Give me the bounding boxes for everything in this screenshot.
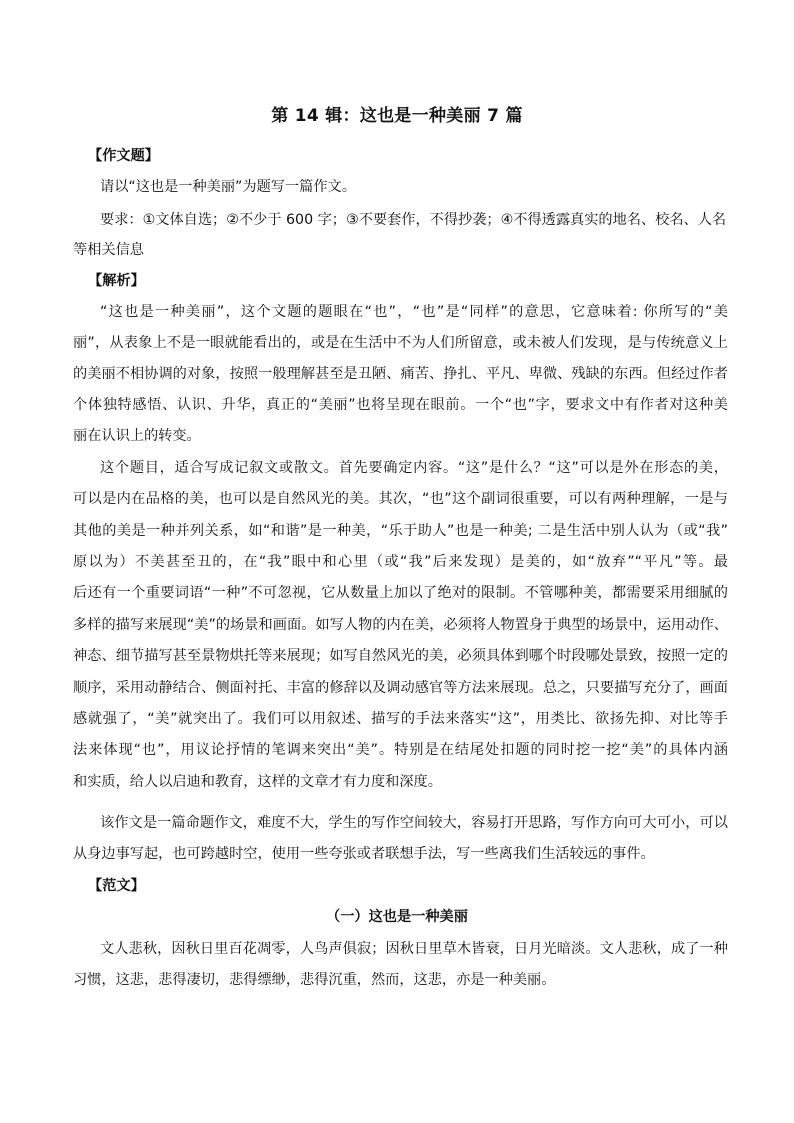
paragraph-line: 丽”，从表象上不是一眼就能看出的，或是在生活中不为人们所留意，或未被人们发现，是与传统意义上 <box>73 335 728 351</box>
prompt-heading: 【作文题】 <box>88 148 159 164</box>
paragraph-line: 可以是内在品格的美，也可以是自然风光的美。其次，“也”这个副词很重要，可以有两种理解，一是与 <box>73 491 728 507</box>
paragraph-line: 习惯，这悲，悲得凄切，悲得缥缈，悲得沉重，然而，这悲，亦是一种美丽。 <box>73 972 556 988</box>
paragraph-line: 神态、细节描写甚至景物烘托等来展现；如写自然风光的美，必须具体到哪个时段哪处景致，按照一定的 <box>73 648 728 664</box>
paragraph-line: 文人悲秋，因秋日里百花凋零，人鸟声俱寂；因秋日里草木皆衰，日月光暗淡。文人悲秋，成了一种 <box>100 941 728 957</box>
analysis-heading: 【解析】 <box>88 273 145 289</box>
example-heading: 【范文】 <box>88 878 145 894</box>
paragraph-line: 和实质，给人以启迪和教育，这样的文章才有力度和深度。 <box>73 774 442 790</box>
document-title: 第 14 辑：这也是一种美丽 7 篇 <box>271 106 523 126</box>
paragraph-line: 原以为）不美甚至丑的，在“我”眼中和心里（或“我”后来发现）是美的，如“放弃”“平凡”等。最 <box>73 554 728 570</box>
paragraph-line: “这也是一种美丽”，这个文题的题眼在“也”，“也”是“同样”的意思，它意味着: 你所写的“美 <box>100 304 728 320</box>
example-title: （一）这也是一种美丽 <box>326 909 468 925</box>
paragraph-line: 感就强了，“美”就突出了。我们可以用叙述、描写的手法来落实“这”，用类比、欲扬先抑、对比等手 <box>73 711 728 727</box>
paragraph-line: 后还有一个重要词语“一种”不可忽视，它从数量上加以了绝对的限制。不管哪种美，都需要采用细腻的 <box>73 585 728 601</box>
paragraph-line: 其他的美是一种并列关系，如“和谐”是一种美，“乐于助人”也是一种美; 二是生活中别人认为（或“我” <box>73 523 728 539</box>
prompt-line: 请以“这也是一种美丽”为题写一篇作文。 <box>100 179 356 195</box>
paragraph-line: 的美丽不相协调的对象，按照一般理解甚至是丑陋、痛苦、挣扎、平凡、卑微、残缺的东西。但经过作者 <box>73 366 728 382</box>
paragraph-line: 从身边事写起，也可跨越时空，使用一些夸张或者联想手法，写一些离我们生活较远的事件。 <box>73 846 655 862</box>
paragraph-line: 该作文是一篇命题作文，难度不大，学生的写作空间较大，容易打开思路，写作方向可大可小，可以 <box>100 815 728 831</box>
paragraph-line: 丽在认识上的转变。 <box>73 428 201 444</box>
prompt-line: 要求：①文体自选；②不少于 600 字；③不要套作，不得抄袭；④不得透露真实的地名、校名、人名 <box>100 212 727 228</box>
paragraph-line: 顺序，采用动静结合、侧面衬托、丰富的修辞以及调动感官等方法来展现。总之，只要描写充分了，画面 <box>73 680 728 696</box>
paragraph-line: 这个题目，适合写成记叙文或散文。首先要确定内容。“这”是什么？“这”可以是外在形态的美， <box>100 460 728 476</box>
prompt-line: 等相关信息 <box>73 242 144 258</box>
paragraph-line: 多样的描写来展现“美”的场景和画面。如写人物的内在美，必须将人物置身于典型的场景中，运用动作、 <box>73 617 728 633</box>
paragraph-line: 个体独特感悟、认识、升华，真正的“美丽”也将呈现在眼前。一个“也”字，要求文中有作者对这种美 <box>73 397 728 413</box>
paragraph-line: 法来体现“也”，用议论抒情的笔调来突出“美”。特别是在结尾处扣题的同时挖一挖“美”的具体内涵 <box>73 742 728 758</box>
